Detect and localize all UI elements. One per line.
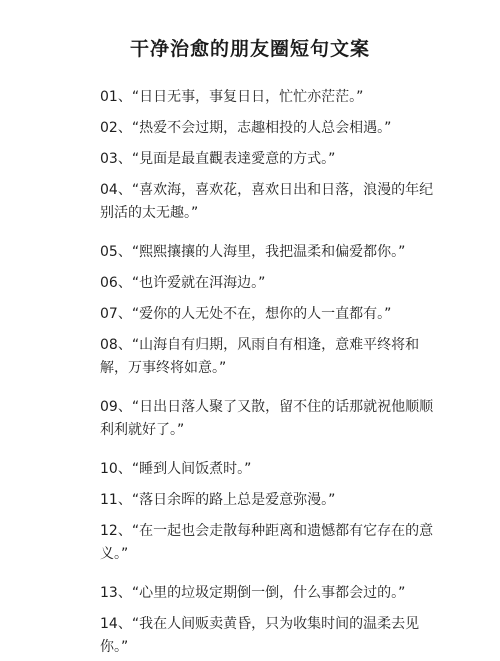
quote-item: [100, 458, 445, 481]
quote-item: [100, 148, 445, 171]
quote-text: “热爱不会过期，志趣相投的人总会相遇。”: [131, 120, 392, 136]
quote-number: 12、: [100, 523, 132, 539]
quote-text: “見面是最直觀表達愛意的方式。”: [131, 151, 336, 167]
quote-number: 03、: [100, 151, 132, 167]
quote-number: 05、: [100, 244, 132, 260]
quote-item: [100, 179, 445, 225]
quote-item: [100, 334, 445, 380]
page-title: 干净治愈的朋友圈短句文案: [129, 38, 370, 60]
quote-text: “爱你的人无处不在，想你的人一直都有。”: [131, 306, 392, 322]
quote-number: 13、: [100, 585, 132, 601]
quote-number: 02、: [100, 120, 132, 136]
quote-item: [100, 613, 445, 659]
quote-number: 11、: [100, 492, 132, 508]
quote-number: 07、: [100, 306, 132, 322]
quote-item: [100, 241, 445, 264]
quote-item: [100, 520, 445, 566]
quote-text: “日出日落人聚了又散，留不住的话那就祝他顺顺利利就好了。”: [100, 399, 434, 438]
quote-number: 04、: [100, 182, 132, 198]
quote-number: 14、: [100, 616, 132, 632]
quote-text: “我在人间贩卖黄昏，只为收集时间的温柔去见你。”: [100, 616, 420, 655]
quote-text: “在一起也会走散每种距离和遗憾都有它存在的意义。”: [100, 523, 434, 562]
quote-number: 10、: [100, 461, 132, 477]
quote-number: 09、: [100, 399, 132, 415]
quote-number: 06、: [100, 275, 132, 291]
quote-text: “也许爱就在洱海边。”: [131, 275, 266, 291]
quote-item: [100, 582, 445, 605]
quote-text: “心里的垃圾定期倒一倒，什么事都会过的。”: [131, 585, 406, 601]
quote-item: [100, 303, 445, 326]
quote-text: “落日余晖的路上总是爱意弥漫。”: [131, 492, 336, 508]
quote-text: “睡到人间饭煮时。”: [131, 461, 252, 477]
quote-text: “山海自有归期，风雨自有相逢，意难平终将和解，万事终将如意。”: [100, 337, 420, 376]
quote-text: “喜欢海，喜欢花，喜欢日出和日落，浪漫的年纪别活的太无趣。”: [100, 182, 434, 221]
quote-number: 01、: [100, 89, 132, 105]
quote-item: [100, 86, 445, 109]
quote-item: [100, 272, 445, 295]
quote-text: “熙熙攘攘的人海里，我把温柔和偏爱都你。”: [131, 244, 406, 260]
quote-text: “日日无事，事复日日，忙忙亦茫茫。”: [131, 89, 364, 105]
quote-item: [100, 117, 445, 140]
quote-item: [100, 396, 445, 442]
quote-item: [100, 489, 445, 512]
quote-number: 08、: [100, 337, 132, 353]
